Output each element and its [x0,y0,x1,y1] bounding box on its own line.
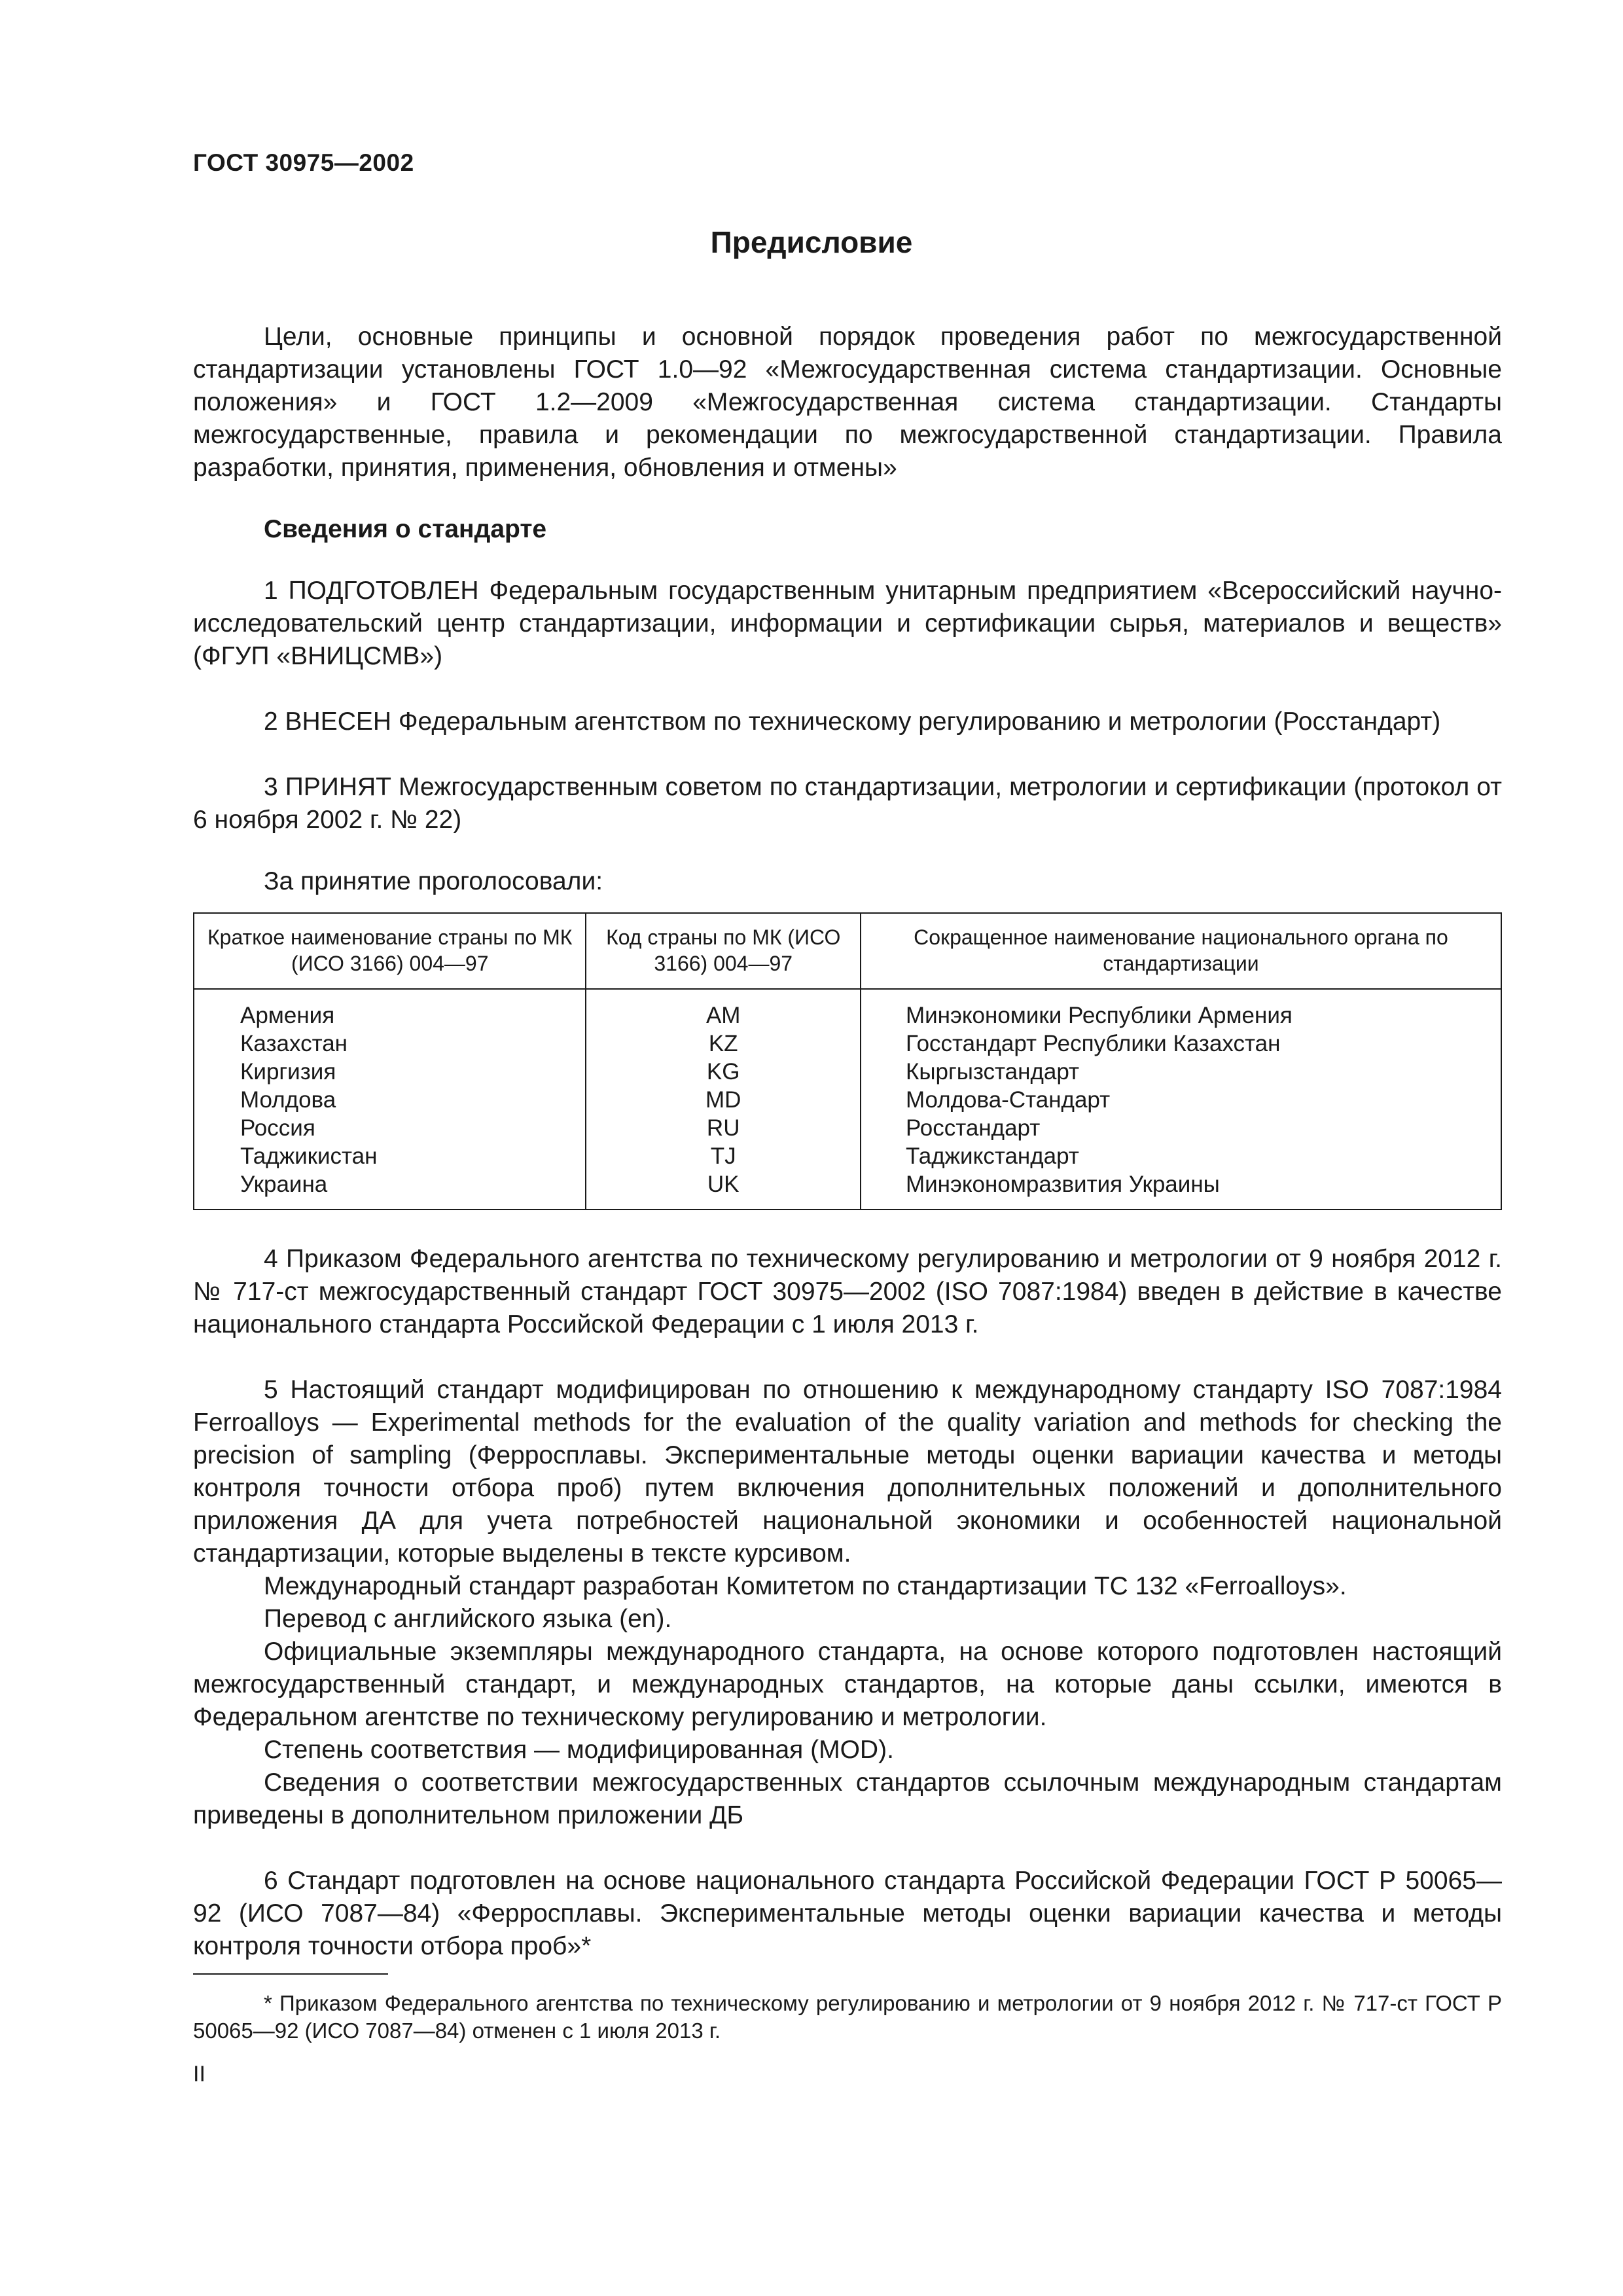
item-5-references: Сведения о соответствии межгосударственных стандартов ссылочным международным стандартам приведены в дополнительном приложении ДБ [193,1768,1502,1829]
country-code: TJ [586,1142,861,1170]
item-1-paragraph: 1 ПОДГОТОВЛЕН Федеральным государственным унитарным предприятием «Всероссийский научно-исследовательский центр стандартизации, информации и сертификации сырья, материалов и веществ» (ФГУП «ВНИЦСМВ») [193,577,1502,670]
item-5-committee: Международный стандарт разработан Комитетом по стандартизации TC 132 «Ferroalloys». [264,1572,1347,1600]
item-5-conformity-degree: Степень соответствия — модифицированная (MOD). [264,1736,894,1764]
item-5-official-copies: Официальные экземпляры международного стандарта, на основе которого подготовлен настоящий межгосударственный стандарт, и международных стандартов, на которые даны ссылки, имеются в Федеральном агентстве по техническому регулированию и метрологии. [193,1638,1502,1731]
column-header-organization: Сокращенное наименование национального органа по стандартизации [861,913,1501,989]
country-code: AM [586,989,861,1030]
country-code: KZ [586,1030,861,1058]
country-name: Таджикистан [194,1142,586,1170]
standards-body: Молдова-Стандарт [861,1086,1501,1114]
intro-paragraph: Цели, основные принципы и основной порядок проведения работ по межгосударственной стандартизации установлены ГОСТ 1.0—92 «Межгосударственная система стандартизации. Основные положения» и ГОСТ 1.2—2009 «Межгосударственная система стандартизации. Стандарты межгосударственные, правила и рекомендации по межгосударственной стандартизации. Правила разработки, принятия, применения, обновления и отмены» [193,323,1502,482]
table-row [194,1114,1501,1142]
standards-body: Госстандарт Республики Казахстан [861,1030,1501,1058]
standards-body: Росстандарт [861,1114,1501,1142]
table-row [194,989,1501,1030]
country-name: Армения [194,989,586,1030]
country-name: Молдова [194,1086,586,1114]
table-row [194,1086,1501,1114]
item-3-paragraph: 3 ПРИНЯТ Межгосударственным советом по стандартизации, метрологии и сертификации (протокол от 6 ноября 2002 г. № 22) [193,773,1502,834]
country-name: Украина [194,1170,586,1210]
vote-label: За принятие проголосовали: [264,867,603,895]
country-name: Киргизия [194,1058,586,1086]
country-code: RU [586,1114,861,1142]
table-header-row [194,913,1501,989]
item-5-translation: Перевод с английского языка (en). [264,1605,672,1633]
table-row [194,1030,1501,1058]
item-5-paragraph: 5 Настоящий стандарт модифицирован по отношению к международному стандарту ISO 7087:1984 Ferroalloys — Experimental methods for the evaluation of the quality variation and methods for checking the precision of sampling (Ферросплавы. Экспериментальные методы оценки вариации качества и методы контроля точности отбора проб) путем включения дополнительных положений и дополнительного приложения ДА для учета потребностей национальной экономики и особенностей национальной стандартизации, которые выделены в тексте курсивом. [193,1376,1502,1568]
standards-body: Кыргызстандарт [861,1058,1501,1086]
country-code: KG [586,1058,861,1086]
country-code: UK [586,1170,861,1210]
standards-body: Минэкономразвития Украины [861,1170,1501,1210]
document-code: ГОСТ 30975—2002 [193,149,414,176]
document-body [193,321,1502,1963]
table-row [194,1058,1501,1086]
footnote: * Приказом Федерального агентства по техническому регулированию и метрологии от 9 ноября 2012 г. № 717-ст ГОСТ Р 50065—92 (ИСО 7087—84) отменен с 1 июля 2013 г. [193,1991,1502,2043]
item-6-paragraph: 6 Стандарт подготовлен на основе национального стандарта Российской Федерации ГОСТ Р 50065—92 (ИСО 7087—84) «Ферросплавы. Экспериментальные методы оценки вариации качества и методы контроля точности отбора проб»* [193,1867,1502,1960]
column-header-code: Код страны по МК (ИСО 3166) 004—97 [586,913,861,989]
standards-body: Таджикстандарт [861,1142,1501,1170]
standards-body: Минэкономики Республики Армения [861,989,1501,1030]
item-4-paragraph: 4 Приказом Федерального агентства по техническому регулированию и метрологии от 9 ноября 2012 г. № 717-ст межгосударственный стандарт ГОСТ 30975—2002 (ISO 7087:1984) введен в действие в качестве национального стандарта Российской Федерации с 1 июля 2013 г. [193,1245,1502,1338]
table-row [194,1142,1501,1170]
footnote-divider [193,1973,388,1975]
country-code: MD [586,1086,861,1114]
column-header-country: Краткое наименование страны по МК (ИСО 3166) 004—97 [194,913,586,989]
item-2-paragraph: 2 ВНЕСЕН Федеральным агентством по техническому регулированию и метрологии (Росстандарт) [264,708,1441,736]
page-title: Предисловие [710,225,913,259]
page-number: II [193,2062,205,2087]
country-name: Казахстан [194,1030,586,1058]
section-heading: Сведения о стандарте [264,515,547,543]
voting-countries-table [193,912,1502,1210]
table-row [194,1170,1501,1210]
country-name: Россия [194,1114,586,1142]
